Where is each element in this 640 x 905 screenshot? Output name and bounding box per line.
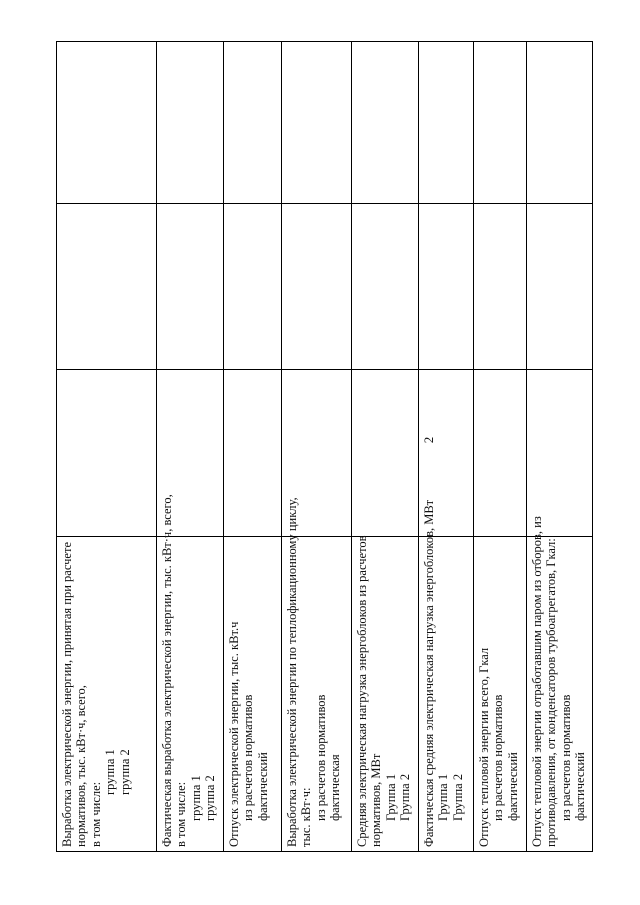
row-label-line: Группа 1	[436, 773, 451, 821]
table-row	[419, 42, 474, 852]
row-label-line: Отпуск тепловой энергии отработавшим паром из отборов, из	[530, 516, 544, 847]
row-label-cell	[527, 516, 593, 852]
row-label-line: в том числе:	[174, 781, 189, 847]
row-label-line: группа 1	[103, 749, 118, 795]
row-label-line: фактический	[573, 752, 588, 821]
row-label-line: из расчетов нормативов	[558, 694, 573, 821]
row-label-line: противодавления, от конденсаторов турбоагрегатов, Гкал:	[544, 538, 559, 847]
row-label-line: из расчетов нормативов	[241, 694, 256, 821]
row-label-line: фактический	[255, 752, 270, 821]
row-label-line: Группа 2	[398, 773, 413, 821]
table-row	[527, 42, 593, 852]
value-cell-2[interactable]	[157, 204, 224, 370]
table-row	[224, 42, 282, 852]
row-label-line: нормативов, МВт	[369, 753, 384, 847]
value-cell-1[interactable]	[57, 370, 157, 537]
value-cell-2[interactable]	[419, 204, 474, 370]
value-cell-1[interactable]	[527, 370, 593, 537]
table-row	[282, 42, 352, 852]
row-label-line: группа 2	[117, 749, 132, 795]
row-label-line: Выработка электрической энергии по теплофикационному циклу,	[285, 497, 299, 847]
row-label-line: Отпуск электрической энергии, тыс. кВт.ч	[227, 621, 241, 847]
value-cell-2[interactable]	[57, 204, 157, 370]
table-row	[157, 42, 224, 852]
row-label-line: Средняя электрическая нагрузка энергоблоков из расчетов	[355, 535, 369, 847]
value-cell-2[interactable]	[527, 204, 593, 370]
row-label-line: Группа 2	[450, 773, 465, 821]
row-label-cell	[474, 537, 527, 852]
report-table	[56, 41, 593, 852]
row-label-line: Фактическая выработка электрической энергии, тыс. кВт·ч, всего,	[160, 494, 174, 847]
table-row	[474, 42, 527, 852]
value-cell-1[interactable]	[352, 370, 419, 537]
row-label-line: тыс. кВт·ч:	[299, 787, 314, 847]
row-label-line: в том числе:	[88, 781, 103, 847]
row-label-line: из расчетов нормативов	[313, 694, 328, 821]
value-cell-3[interactable]	[157, 42, 224, 204]
value-cell-3[interactable]	[474, 42, 527, 204]
value-cell-3[interactable]	[224, 42, 282, 204]
row-label-cell	[352, 537, 419, 852]
row-label-line: Выработка электрической энергии, принятая при расчете	[60, 542, 74, 847]
row-label-line: Фактическая средняя электрическая нагрузка энергоблоков, МВт	[422, 499, 436, 847]
row-label-cell	[224, 537, 282, 852]
row-label-line: группа 2	[203, 775, 218, 821]
row-label-cell	[419, 499, 474, 852]
table-row	[57, 42, 157, 852]
row-label-line: фактическая	[328, 754, 343, 821]
row-label-line: фактический	[505, 752, 520, 821]
value-cell-3[interactable]	[57, 42, 157, 204]
value-cell-2[interactable]	[474, 204, 527, 370]
row-label-cell	[157, 494, 224, 852]
value-cell-3[interactable]	[419, 42, 474, 204]
value-cell-2[interactable]	[224, 204, 282, 370]
row-label-line: Группа 1	[383, 773, 398, 821]
value-cell-1[interactable]	[474, 370, 527, 537]
row-label-cell	[57, 537, 157, 852]
rotated-table-frame	[56, 42, 592, 852]
value-cell-3[interactable]	[527, 42, 593, 204]
value-cell-3[interactable]	[352, 42, 419, 204]
value-cell-1[interactable]	[224, 370, 282, 537]
row-label-cell	[282, 497, 352, 852]
value-cell-3[interactable]	[282, 42, 352, 204]
row-label-line: нормативов, тыс. кВт·ч, всего,	[74, 685, 89, 847]
row-label-line: группа 1	[188, 775, 203, 821]
report-table-container	[56, 42, 592, 852]
row-label-line: Отпуск тепловой энергии всего, Гкал	[477, 647, 491, 847]
value-cell-2[interactable]	[282, 204, 352, 370]
value-cell-2[interactable]	[352, 204, 419, 370]
page-number: 2	[421, 436, 436, 444]
row-label-line: из расчетов нормативов	[491, 694, 506, 821]
table-row	[352, 42, 419, 852]
